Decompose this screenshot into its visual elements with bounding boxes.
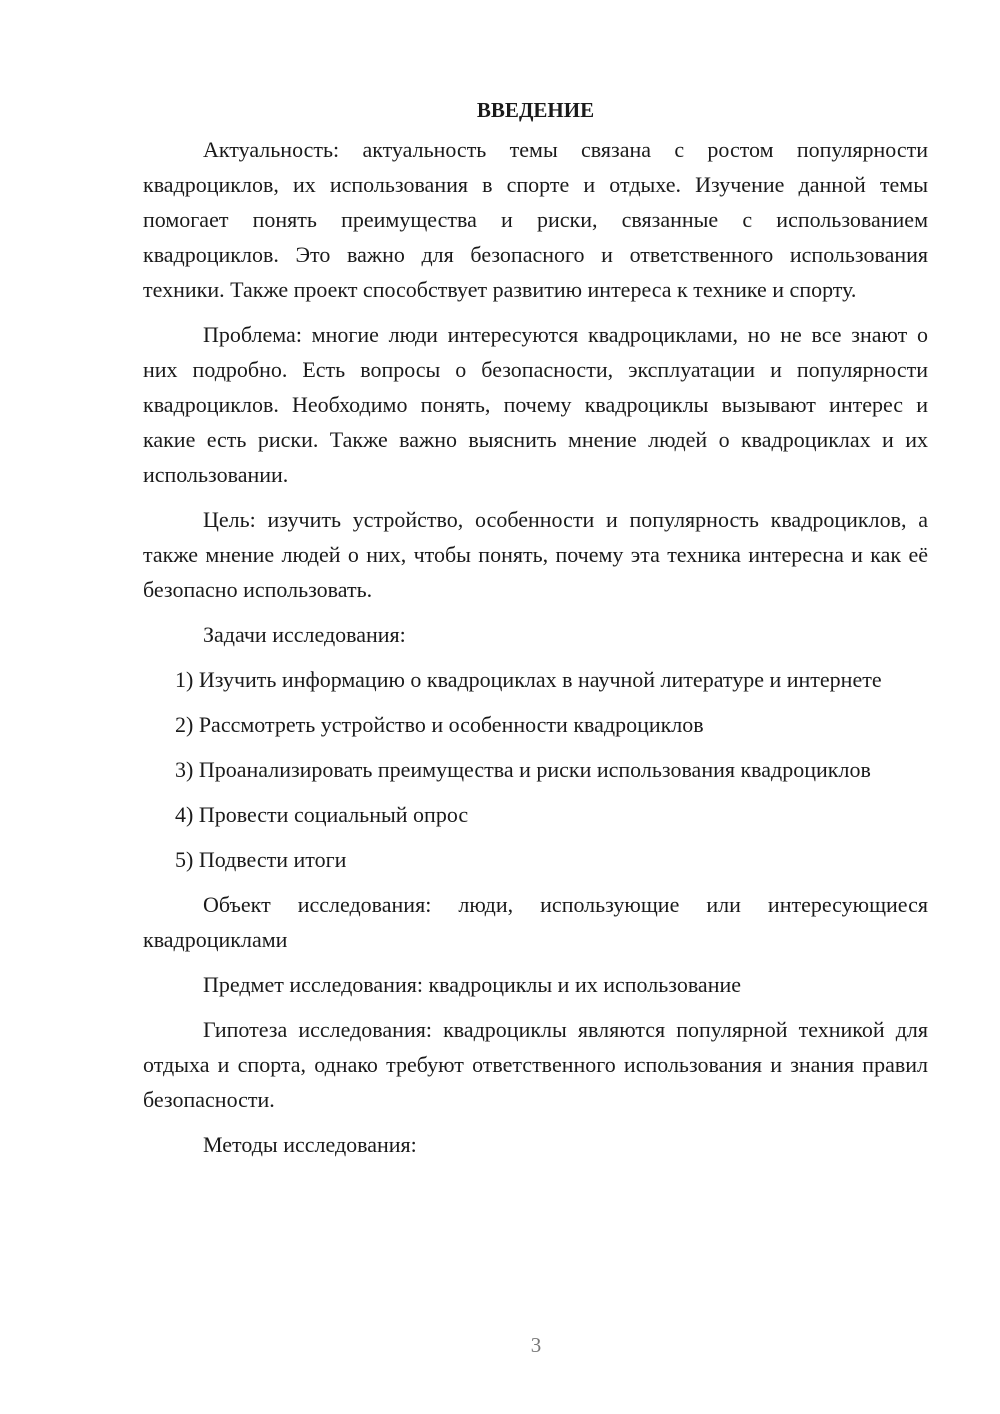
task-item-5: 5) Подвести итоги xyxy=(175,847,347,872)
paragraph-relevance: Актуальность: актуальность темы связана с ростом популярности квадроциклов, их использования в спорте и отдыхе. Изучение данной темы помогает понять преимущества и риски, связанные с использованием квадроциклов. Это важно для безопасного и ответственного использования техники. Также проект способствует развитию интереса к технике и спорту. xyxy=(143,137,928,302)
task-item-2: 2) Рассмотреть устройство и особенности квадроциклов xyxy=(175,712,704,737)
page-number: 3 xyxy=(530,1333,542,1357)
paragraph-methods-heading: Методы исследования: xyxy=(203,1132,417,1157)
paragraph-problem: Проблема: многие люди интересуются квадроциклами, но не все знают о них подробно. Есть вопросы о безопасности, эксплуатации и популярности квадроциклов. Необходимо понять, почему квадроциклы вызывают интерес и какие есть риски. Также важно выяснить мнение людей о квадроциклах и их использовании. xyxy=(143,322,928,487)
paragraph-goal: Цель: изучить устройство, особенности и популярность квадроциклов, а также мнение людей о них, чтобы понять, почему эта техника интересна и как её безопасно использовать. xyxy=(143,507,928,602)
paragraph-hypothesis: Гипотеза исследования: квадроциклы являются популярной техникой для отдыха и спорта, однако требуют ответственного использования и знания правил безопасности. xyxy=(143,1017,928,1112)
page-content xyxy=(143,93,928,1172)
paragraph-subject: Предмет исследования: квадроциклы и их использование xyxy=(203,972,742,997)
task-item-3: 3) Проанализировать преимущества и риски использования квадроциклов xyxy=(175,757,871,782)
task-item-4: 4) Провести социальный опрос xyxy=(175,802,469,827)
paragraph-object: Объект исследования: люди, использующие или интересующиеся квадроциклами xyxy=(143,892,928,952)
task-item-1: 1) Изучить информацию о квадроциклах в научной литературе и интернете xyxy=(175,667,882,692)
paragraph-tasks-heading: Задачи исследования: xyxy=(203,622,406,647)
section-title: ВВЕДЕНИЕ xyxy=(476,98,595,122)
